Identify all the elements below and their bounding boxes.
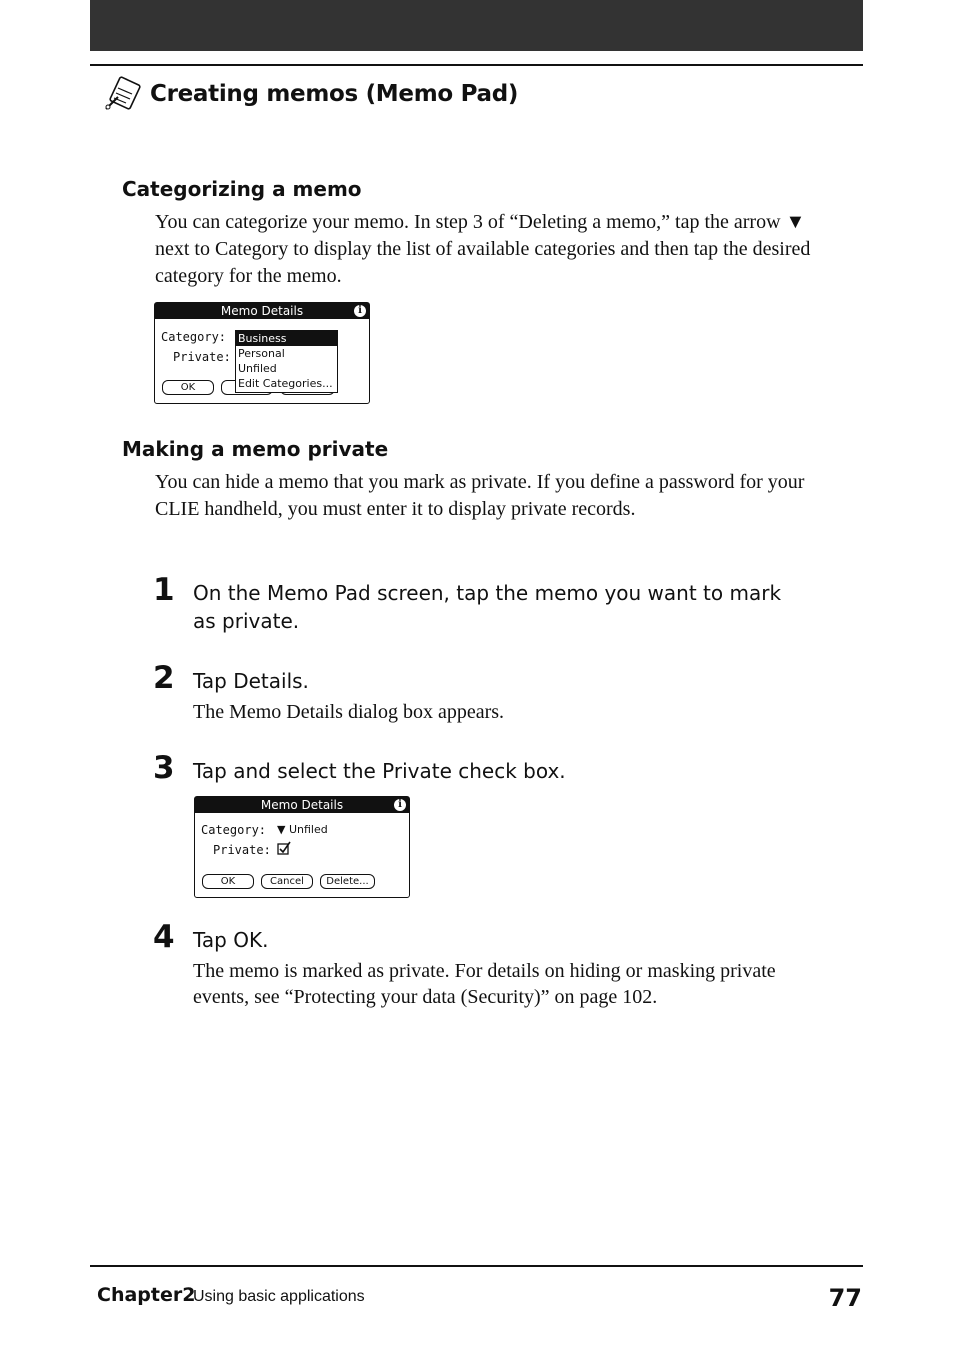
categorizing-body: You can categorize your memo. In step 3 of “Deleting a memo,” tap the arrow ▼ next to Category to display the list of available categories and then tap the desired category for the memo. [155, 211, 811, 287]
step-text-3: Tap and select the Private check box. [193, 759, 566, 783]
step-number-4: 4 [153, 919, 175, 955]
category-label: Category: [161, 330, 227, 344]
private-label: Private: [173, 350, 231, 364]
category-option-edit[interactable]: Edit Categories... [238, 377, 333, 390]
dialog-title: Memo Details [195, 797, 409, 813]
memo-pad-icon [104, 76, 144, 112]
page-number: 77 [828, 1284, 862, 1312]
step-sub-2: The Memo Details dialog box appears. [193, 701, 505, 723]
ok-button[interactable]: OK [202, 874, 254, 889]
private-heading: Making a memo private [122, 437, 389, 461]
category-popup-list[interactable] [235, 330, 338, 393]
step-text-1: On the Memo Pad screen, tap the memo you want to mark as private. [193, 581, 782, 633]
step-number-1: 1 [153, 572, 175, 608]
category-value: Unfiled [288, 823, 328, 836]
step-text-4: Tap OK. [193, 928, 269, 952]
info-icon[interactable]: i [394, 799, 406, 811]
category-option-business[interactable]: Business [236, 331, 337, 346]
category-option-unfiled[interactable]: Unfiled [238, 362, 277, 375]
private-checkbox-checked-icon[interactable] [277, 841, 291, 855]
step-text-2: Tap Details. [193, 669, 309, 693]
step-sub-4: The memo is marked as private. For details on hiding or masking private events, see “Protecting your data (Security)” on page 102. [193, 960, 776, 1008]
category-trigger[interactable] [277, 823, 328, 836]
categorizing-heading: Categorizing a memo [122, 177, 362, 201]
delete-button[interactable]: Delete... [320, 874, 375, 889]
step-number-3: 3 [153, 750, 175, 786]
memo-details-dialog-category [154, 302, 370, 404]
ok-button[interactable]: OK [162, 380, 214, 395]
step-number-2: 2 [153, 660, 175, 696]
section-title-text: Creating memos (Memo Pad) [150, 81, 519, 107]
cancel-button[interactable]: Cancel [261, 874, 313, 889]
dialog-title: Memo Details [155, 303, 369, 319]
private-label: Private: [213, 843, 271, 857]
memo-details-dialog-private [194, 796, 410, 898]
header-rule [90, 64, 863, 66]
triangle-down-icon: ▼ [277, 823, 286, 836]
footer-chapter: Chapter2 [97, 1284, 196, 1306]
category-option-personal[interactable]: Personal [238, 347, 285, 360]
header-bar [90, 0, 863, 51]
info-icon[interactable]: i [354, 305, 366, 317]
section-title [104, 74, 518, 114]
private-body: You can hide a memo that you mark as private. If you define a password for your CLIE handheld, you must enter it to display private records. [155, 471, 805, 520]
footer-chapter-title: Using basic applications [193, 1288, 365, 1305]
category-label: Category: [201, 823, 267, 837]
footer-rule [90, 1265, 863, 1267]
